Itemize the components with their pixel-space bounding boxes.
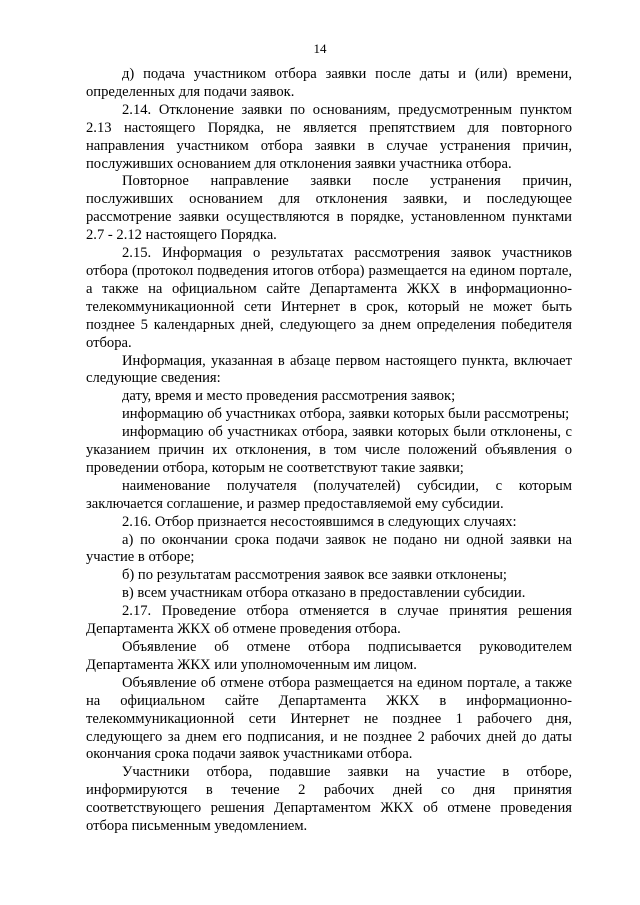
page-number: 14 xyxy=(313,41,327,56)
paragraph-3: Повторное направление заявки после устранения причин, послуживших основанием для отклонения заявки, и последующее рассмотрение заявки осуществляются в порядке, установленном пунктами 2.7 - 2.12 настоящего Порядка. xyxy=(86,173,572,244)
paragraph-14: 2.17. Проведение отбора отменяется в случае принятия решения Департамента ЖКХ об отмене проведения отбора. xyxy=(86,603,572,638)
paragraph-12: б) по результатам рассмотрения заявок все заявки отклонены; xyxy=(122,567,507,584)
paragraph-15: Объявление об отмене отбора подписывается руководителем Департамента ЖКХ или уполномоченным им лицом. xyxy=(86,639,572,673)
paragraph-10: 2.16. Отбор признается несостоявшимся в следующих случаях: xyxy=(122,513,517,530)
paragraph-17: Участники отбора, подавшие заявки на участие в отборе, информируются в течение 2 рабочих дней со дня принятия соответствующего решения Департаментом ЖКХ об отмене проведения отбора письменным уведомлением. xyxy=(86,764,572,835)
paragraph-11: а) по окончании срока подачи заявок не подано ни одной заявки на участие в отборе; xyxy=(86,531,572,566)
paragraph-2: 2.14. Отклонение заявки по основаниям, предусмотренным пунктом 2.13 настоящего Порядка, не является препятствием для повторного направления участником отбора заявки в случае устранения причин, послуживших основанием для отклонения заявки участника отбора. xyxy=(86,101,572,172)
paragraph-16: Объявление об отмене отбора размещается на едином портале, а также на официальном сайте Департамента ЖКХ в информационно-телекоммуникационной сети Интернет не позднее 1 рабочего дня, следующего за днем его подписания, и не позднее 2 рабочих дней до даты окончания срока подачи заявок участниками отбора. xyxy=(86,674,572,763)
paragraph-4: 2.15. Информация о результатах рассмотрения заявок участников отбора (протокол подведения итогов отбора) размещается на едином портале, а также на официальном сайте Департамента ЖКХ в информационно-телекоммуникационной сети Интернет в срок, который не может быть позднее 5 календарных дней, следующего за днем определения победителя отбора. xyxy=(86,245,572,351)
paragraph-7: информацию об участниках отбора, заявки которых были рассмотрены; xyxy=(122,406,570,423)
paragraph-5: Информация, указанная в абзаце первом настоящего пункта, включает следующие сведения: xyxy=(86,352,572,387)
paragraph-8: информацию об участниках отбора, заявки которых были отклонены, с указанием причин их отклонения, в том числе положений объявления о проведении отбора, которым не соответствуют такие заявки; xyxy=(86,424,572,476)
document-body xyxy=(86,66,572,836)
paragraph-1: д) подача участником отбора заявки после даты и (или) времени, определенных для подачи заявок. xyxy=(86,66,572,100)
paragraph-6: дату, время и место проведения рассмотрения заявок; xyxy=(122,388,456,405)
paragraph-13: в) всем участникам отбора отказано в предоставлении субсидии. xyxy=(122,585,526,602)
paragraph-9: наименование получателя (получателей) субсидии, с которым заключается соглашение, и размер предоставляемой ему субсидии. xyxy=(86,477,572,512)
